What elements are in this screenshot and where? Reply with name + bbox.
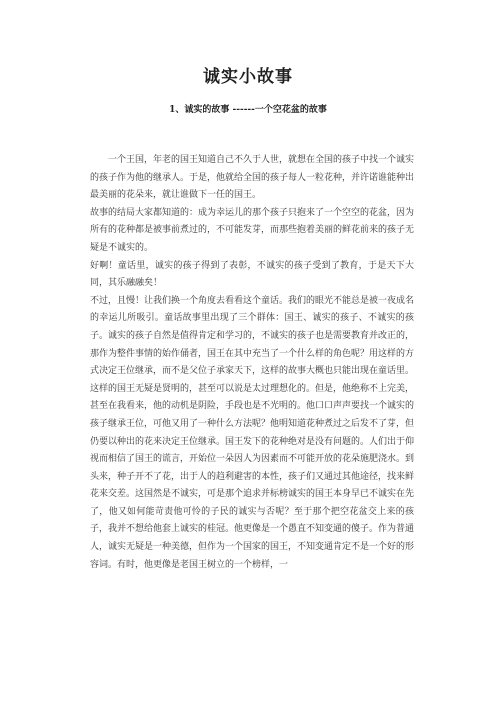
paragraph-4: 不过，且慢！让我们换一个角度去看看这个童话。我们的眼光不能总是被一夜成名的幸运儿所吸引。童话故事里出现了三个群体：国王、诚实的孩子、不诚实的孩子。诚实的孩子自然是值得肯定和学习的，不诚实的孩子也是需要教育并改正的，那作为整件事情的始作俑者，国王在其中充当了一个什么样的角色呢？用这样的方式决定王位继承，而不是父位子承家天下，这样的故事大概也只能出现在童话里。这样的国王无疑是贤明的，甚至可以说是太过理想化的。但是，他绝称不上完美，甚至在我看来，他的动机是阴险，手段也是不光明的。他口口声声要找一个诚实的孩子继承王位，可他又用了一种什么方法呢？他明知道花种煮过之后发不了芽，但仍要以种出的花来决定王位继承。国王发下的花种绝对是没有问题的。人们出于仰视而相信了国王的谎言，开始位一朵因人为因素而不可能开放的花朵施肥浇水。到头来，种子开不了花，出于人的趋利避害的本性，孩子们又通过其他途径，找来鲜花来交差。这国然是不诚实，可是那个追求并标榜诚实的国王本身早已不诚实在先了，他又如何能苛责他可怜的子民的诚实与否呢？至于那个把空花盆交上来的孩子，我并不想给他套上诚实的桂冠。他更像是一个愚直不知变通的傻子。作为普通人，诚实无疑是一种美德，但作为一个国家的国王，不知变通肯定不是一个好的形容词。有时，他更像是老国王树立的一个榜样，一	[90, 295, 415, 570]
paragraph-3: 好啊！童话里，诚实的孩子得到了表彰，不诚实的孩子受到了教育，于是天下大同，其乐融融矣！	[90, 260, 414, 289]
paragraph-1: 一个王国，年老的国王知道自己不久于人世，就想在全国的孩子中找一个诚实的孩子作为他的继承人。于是，他就给全国的孩子每人一粒花种，并许诺谁能种出最美丽的花朵来，就让谁做下一任的国王。	[90, 155, 415, 201]
paragraph-2: 故事的结局大家都知道的：成为幸运儿的那个孩子只抱来了一个空空的花盆，因为所有的花种都是被事前煮过的，不可能发芽，而那些抱着美丽的鲜花前来的孩子无疑是不诚实的。	[90, 207, 415, 253]
document-body	[90, 152, 414, 574]
document-title: 诚实小故事	[203, 67, 293, 87]
section-heading: 1、诚实的故事 ------一个空花盆的故事	[169, 105, 327, 115]
